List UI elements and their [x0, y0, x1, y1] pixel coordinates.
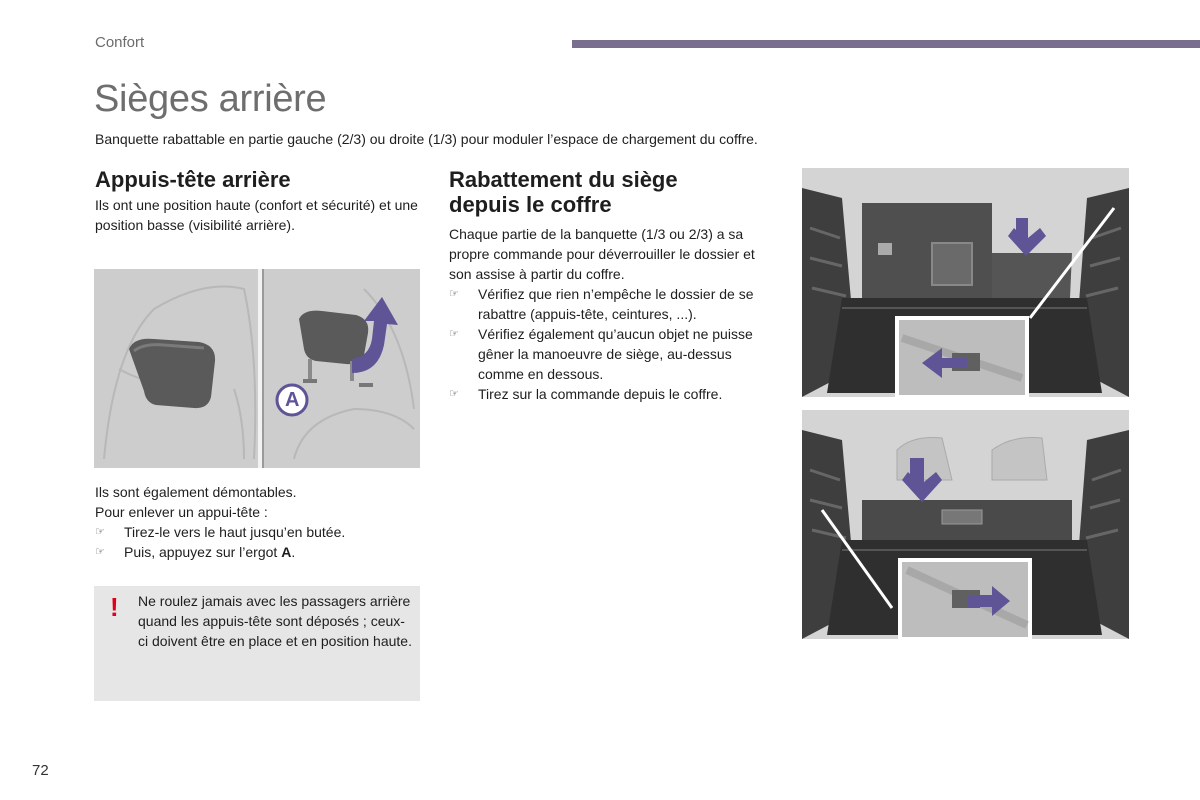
section-label: Confort	[95, 34, 145, 51]
trunk-illustration-cushion	[802, 410, 1129, 639]
folding-list	[449, 284, 779, 404]
list-item-text: Puis, appuyez sur l’ergot	[124, 544, 282, 560]
warning-text: Ne roulez jamais avec les passagers arrière quand les appuis-tête sont déposés ; ceux-ci doivent être en place et en position haute.	[138, 593, 412, 649]
list-item-text: Vérifiez également qu’aucun objet ne puisse gêner la manoeuvre de siège, au-dessus comme en dessous.	[478, 326, 753, 382]
list-item	[95, 542, 425, 562]
list-item	[449, 284, 779, 324]
removal-steps	[95, 522, 425, 562]
list-item-text: Tirez sur la commande depuis le coffre.	[478, 386, 723, 402]
list-item-text: Vérifiez que rien n’empêche le dossier de se rabattre (appuis-tête, ceintures, ...).	[478, 286, 754, 322]
list-item-text-end: .	[291, 544, 296, 560]
hand-pointer-icon: ☞	[449, 288, 459, 300]
removal-intro: Pour enlever un appui-tête :	[95, 504, 268, 520]
headrest-removal-text	[95, 482, 425, 562]
hand-pointer-icon: ☞	[95, 546, 105, 558]
folding-heading: Rabattement du siège depuis le coffre	[449, 167, 678, 217]
hand-pointer-icon: ☞	[449, 328, 459, 340]
folding-paragraph: Chaque partie de la banquette (1/3 ou 2/3) a sa propre commande pour déverrouiller le dossier et son assise à partir du coffre.	[449, 226, 755, 282]
list-item	[449, 324, 779, 384]
list-item	[449, 384, 779, 404]
headrest-heading: Appuis-tête arrière	[95, 167, 291, 192]
hand-pointer-icon: ☞	[95, 526, 105, 538]
hand-pointer-icon: ☞	[449, 388, 459, 400]
intro-text: Banquette rabattable en partie gauche (2/3) ou droite (1/3) pour moduler l’espace de chargement du coffre.	[95, 131, 758, 147]
header-rule	[572, 40, 1200, 48]
headrest-paragraph: Ils ont une position haute (confort et sécurité) et une position basse (visibilité arrière).	[95, 197, 418, 233]
figure-label-a: A	[285, 389, 300, 411]
page-title: Sièges arrière	[94, 78, 327, 120]
headrest-illustration	[94, 269, 420, 468]
list-item-text: Tirez-le vers le haut jusqu’en butée.	[124, 524, 346, 540]
list-item	[95, 522, 425, 542]
trunk-illustration-seatback	[802, 168, 1129, 397]
warning-icon: !	[110, 592, 119, 622]
warning-box	[94, 586, 420, 701]
page-number: 72	[32, 762, 49, 779]
list-item-bold: A	[281, 544, 292, 560]
removable-text: Ils sont également démontables.	[95, 484, 297, 500]
